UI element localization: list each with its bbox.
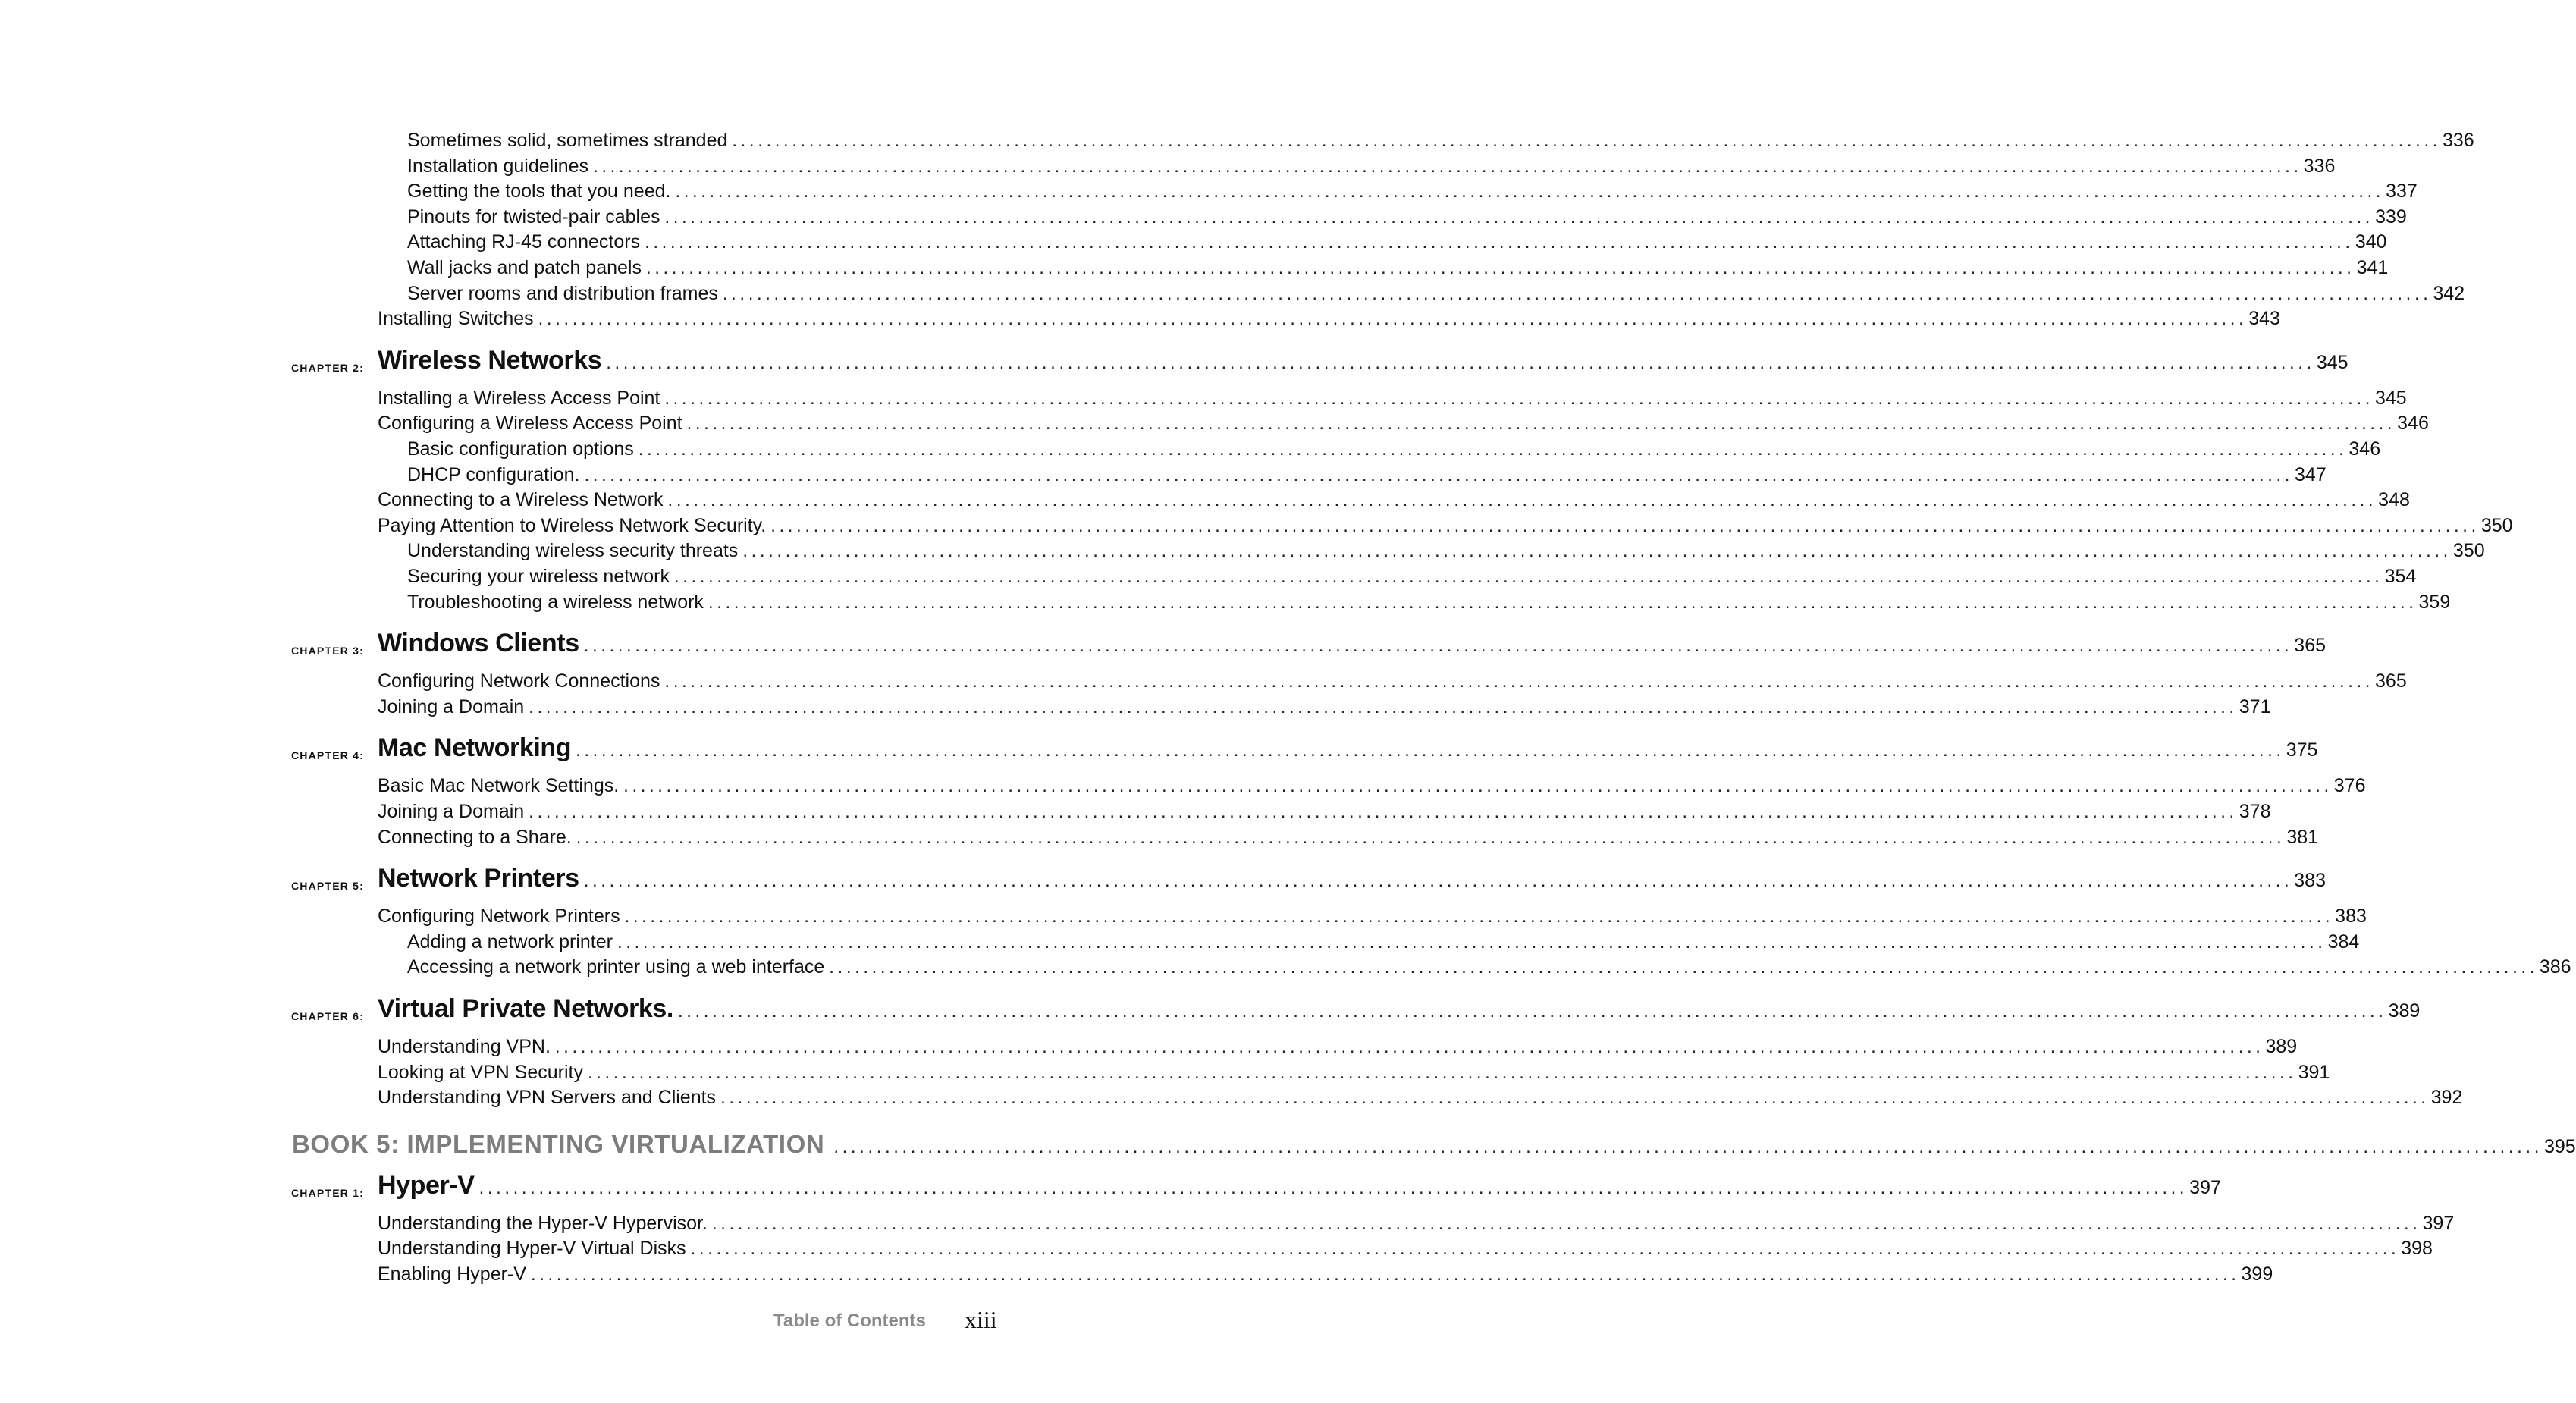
toc-section-entry[interactable]: [378, 1034, 2298, 1060]
page-number: 336: [2303, 155, 2336, 177]
entry-title: Adding a network printer: [407, 931, 613, 953]
page-number: 346: [2349, 438, 2381, 460]
toc-subsection-entry[interactable]: [407, 929, 2360, 956]
dot-leader: ........................................................................................................................................................................................................: [583, 636, 2293, 657]
chapter-title: Windows Clients: [378, 629, 579, 658]
chapter-number-label: CHAPTER 6:: [291, 1010, 365, 1022]
entry-title: Joining a Domain: [378, 695, 525, 717]
dot-leader: ........................................................................................................................................................................................................: [554, 1037, 2264, 1057]
dot-leader: ........................................................................................................................................................................................................: [833, 1136, 2543, 1157]
entry-title: Understanding VPN Servers and Clients: [378, 1087, 717, 1109]
page-number: 376: [2333, 775, 2366, 797]
dot-leader: ........................................................................................................................................................................................................: [584, 464, 2294, 485]
running-footer-title: Table of Contents: [773, 1310, 926, 1331]
toc-subsection-entry[interactable]: [407, 589, 2451, 616]
entry-title: Configuring Network Printers: [378, 906, 620, 927]
dot-leader: ........................................................................................................................................................................................................: [576, 827, 2286, 848]
page-number: 389: [2388, 1000, 2421, 1022]
entry-title: Troubleshooting a wireless network: [407, 591, 704, 613]
toc-section-entry[interactable]: [378, 1261, 2273, 1288]
entry-title: Joining a Domain: [378, 801, 525, 822]
dot-leader: ........................................................................................................................................................................................................: [722, 283, 2432, 304]
chapter-title: Virtual Private Networks.: [378, 994, 673, 1023]
toc-subsection-entry[interactable]: [407, 563, 2417, 590]
book-title: BOOK 5: IMPLEMENTING VIRTUALIZATION: [292, 1129, 825, 1158]
footer-page-number: xiii: [965, 1306, 997, 1333]
dot-leader: ........................................................................................................................................................................................................: [617, 931, 2327, 953]
page-number: 339: [2375, 206, 2407, 228]
toc-subsection-entry[interactable]: [407, 153, 2336, 180]
page-number: 346: [2397, 413, 2429, 435]
chapter-number-label: CHAPTER 4:: [291, 749, 365, 762]
toc-section-entry[interactable]: [378, 1084, 2463, 1111]
page-number: 384: [2327, 931, 2360, 953]
chapter-title: Mac Networking: [378, 733, 572, 763]
dot-leader: ........................................................................................................................................................................................................: [645, 258, 2355, 278]
chapter-title: Network Printers: [378, 864, 579, 893]
toc-chapter-entry[interactable]: [378, 1170, 2221, 1201]
page-number: 359: [2418, 591, 2451, 613]
toc-subsection-entry[interactable]: [407, 255, 2389, 281]
toc-subsection-entry[interactable]: [407, 436, 2381, 463]
entry-title: Understanding VPN.: [378, 1036, 551, 1057]
dot-leader: ........................................................................................................................................................................................................: [708, 592, 2418, 613]
page-number: 347: [2295, 463, 2327, 485]
dot-leader: ........................................................................................................................................................................................................: [583, 871, 2293, 892]
toc-section-entry[interactable]: [378, 410, 2429, 437]
toc-subsection-entry[interactable]: [407, 954, 2571, 981]
toc-section-entry[interactable]: [378, 824, 2319, 851]
page-number: 395: [2543, 1135, 2576, 1157]
chapter-title: Hyper-V: [378, 1170, 475, 1200]
page-number: 371: [2239, 695, 2271, 717]
dot-leader: ........................................................................................................................................................................................................: [770, 515, 2480, 536]
entry-title: Basic Mac Network Settings.: [378, 775, 620, 797]
entry-title: Accessing a network printer using a web interface: [407, 956, 825, 978]
toc-section-entry[interactable]: [378, 306, 2280, 332]
dot-leader: ........................................................................................................................................................................................................: [664, 388, 2374, 409]
page-number: 350: [2452, 540, 2485, 562]
dot-leader: ........................................................................................................................................................................................................: [638, 439, 2348, 460]
dot-leader: ........................................................................................................................................................................................................: [667, 490, 2377, 511]
page-number: 383: [2294, 870, 2326, 892]
page-number: 389: [2265, 1036, 2298, 1057]
toc-subsection-entry[interactable]: [407, 204, 2407, 231]
page-number: 343: [2248, 308, 2280, 330]
chapter-title: Wireless Networks: [378, 345, 602, 375]
entry-title: Connecting to a Wireless Network: [378, 489, 664, 511]
dot-leader: ........................................................................................................................................................................................................: [829, 957, 2538, 978]
page-number: 348: [2378, 489, 2410, 511]
toc-section-entry[interactable]: [378, 385, 2407, 412]
dot-leader: ........................................................................................................................................................................................................: [576, 740, 2285, 761]
dot-leader: ........................................................................................................................................................................................................: [664, 206, 2374, 228]
toc-chapter-entry[interactable]: [378, 994, 2421, 1024]
chapter-number-label: CHAPTER 5:: [291, 880, 365, 893]
toc-section-entry[interactable]: [378, 773, 2366, 799]
toc-subsection-entry[interactable]: [407, 281, 2465, 307]
toc-section-entry[interactable]: [378, 1210, 2455, 1237]
entry-title: Paying Attention to Wireless Network Security.: [378, 514, 767, 536]
entry-title: Securing your wireless network: [407, 566, 670, 587]
page-number: 392: [2430, 1087, 2463, 1109]
dot-leader: ........................................................................................................................................................................................................: [673, 567, 2383, 587]
dot-leader: ........................................................................................................................................................................................................: [732, 130, 2441, 151]
toc-section-entry[interactable]: [378, 513, 2513, 539]
entry-title: Connecting to a Share.: [378, 826, 572, 848]
dot-leader: ........................................................................................................................................................................................................: [530, 1264, 2240, 1285]
page-number: 350: [2480, 514, 2513, 536]
dot-leader: ........................................................................................................................................................................................................: [624, 906, 2334, 927]
toc-subsection-entry[interactable]: [407, 127, 2474, 154]
entry-title: Understanding Hyper-V Virtual Disks: [378, 1238, 686, 1260]
toc-section-entry[interactable]: [378, 1059, 2330, 1086]
entry-title: Basic configuration options: [407, 438, 634, 460]
toc-section-entry[interactable]: [378, 903, 2367, 930]
dot-leader: ........................................................................................................................................................................................................: [529, 696, 2238, 717]
chapter-number-label: CHAPTER 3:: [291, 645, 365, 658]
entry-title: Installing Switches: [378, 308, 534, 330]
toc-subsection-entry[interactable]: [407, 229, 2387, 256]
dot-leader: ........................................................................................................................................................................................................: [478, 1177, 2189, 1198]
page-number: 337: [2386, 180, 2418, 202]
entry-title: Enabling Hyper-V: [378, 1263, 526, 1285]
toc-section-entry[interactable]: [378, 487, 2410, 513]
entry-title: Getting the tools that you need.: [407, 180, 671, 202]
page-number: 365: [2294, 635, 2327, 657]
page-number: 397: [2422, 1212, 2455, 1234]
page-number: 345: [2374, 387, 2407, 409]
page-number: 378: [2239, 801, 2271, 822]
page-number: 397: [2189, 1176, 2221, 1198]
dot-leader: ........................................................................................................................................................................................................: [587, 1062, 2297, 1083]
entry-title: Wall jacks and patch panels: [407, 257, 642, 278]
entry-title: DHCP configuration.: [407, 463, 580, 485]
entry-title: Looking at VPN Security: [378, 1061, 583, 1083]
toc-subsection-entry[interactable]: [407, 178, 2418, 205]
page-number: 341: [2356, 257, 2389, 278]
page-number: 383: [2335, 906, 2367, 927]
page-number: 342: [2433, 282, 2465, 304]
dot-leader: ........................................................................................................................................................................................................: [742, 541, 2452, 562]
entry-title: Installing a Wireless Access Point: [378, 387, 660, 409]
dot-leader: ........................................................................................................................................................................................................: [623, 776, 2333, 797]
page-number: 399: [2241, 1263, 2273, 1285]
toc-book-entry[interactable]: [292, 1129, 2576, 1159]
page-number: 375: [2286, 739, 2318, 761]
dot-leader: ........................................................................................................................................................................................................: [675, 181, 2385, 202]
page-number: 336: [2442, 130, 2474, 151]
toc-section-entry[interactable]: [378, 799, 2271, 825]
page-number: 365: [2375, 670, 2407, 692]
page-number: 345: [2316, 351, 2349, 373]
page-number: 340: [2355, 231, 2387, 253]
entry-title: Server rooms and distribution frames: [407, 282, 718, 304]
dot-leader: ........................................................................................................................................................................................................: [690, 1238, 2400, 1260]
entry-title: Sometimes solid, sometimes stranded: [407, 130, 728, 151]
entry-title: Installation guidelines: [407, 155, 589, 177]
toc-chapter-entry[interactable]: [378, 629, 2327, 658]
page-number: 354: [2384, 566, 2417, 587]
dot-leader: ........................................................................................................................................................................................................: [720, 1088, 2430, 1109]
dot-leader: ........................................................................................................................................................................................................: [606, 352, 2315, 373]
entry-title: Pinouts for twisted-pair cables: [407, 206, 660, 228]
toc-chapter-entry[interactable]: [378, 733, 2318, 763]
toc-chapter-entry[interactable]: [378, 864, 2326, 893]
toc-section-entry[interactable]: [378, 694, 2271, 720]
entry-title: Understanding wireless security threats: [407, 540, 739, 562]
toc-section-entry[interactable]: [378, 668, 2407, 695]
dot-leader: ........................................................................................................................................................................................................: [645, 232, 2354, 253]
page-number: 381: [2286, 826, 2319, 848]
toc-subsection-entry[interactable]: [407, 462, 2327, 488]
entry-title: Attaching RJ-45 connectors: [407, 231, 641, 253]
entry-title: Configuring a Wireless Access Point: [378, 413, 682, 435]
dot-leader: ........................................................................................................................................................................................................: [677, 1001, 2387, 1022]
page-number: 386: [2539, 956, 2571, 978]
dot-leader: ........................................................................................................................................................................................................: [664, 671, 2374, 692]
chapter-number-label: CHAPTER 1:: [291, 1186, 365, 1199]
entry-title: Configuring Network Connections: [378, 670, 660, 692]
entry-title: Understanding the Hyper-V Hypervisor.: [378, 1212, 708, 1234]
dot-leader: ........................................................................................................................................................................................................: [538, 309, 2248, 330]
page-number: 398: [2401, 1238, 2433, 1260]
toc-subsection-entry[interactable]: [407, 538, 2485, 564]
page-number: 391: [2298, 1061, 2330, 1083]
chapter-number-label: CHAPTER 2:: [291, 361, 365, 374]
dot-leader: ........................................................................................................................................................................................................: [529, 802, 2238, 822]
dot-leader: ........................................................................................................................................................................................................: [593, 155, 2302, 177]
toc-section-entry[interactable]: [378, 1235, 2433, 1262]
dot-leader: ........................................................................................................................................................................................................: [686, 413, 2396, 435]
dot-leader: ........................................................................................................................................................................................................: [711, 1213, 2421, 1234]
toc-chapter-entry[interactable]: [378, 345, 2349, 375]
